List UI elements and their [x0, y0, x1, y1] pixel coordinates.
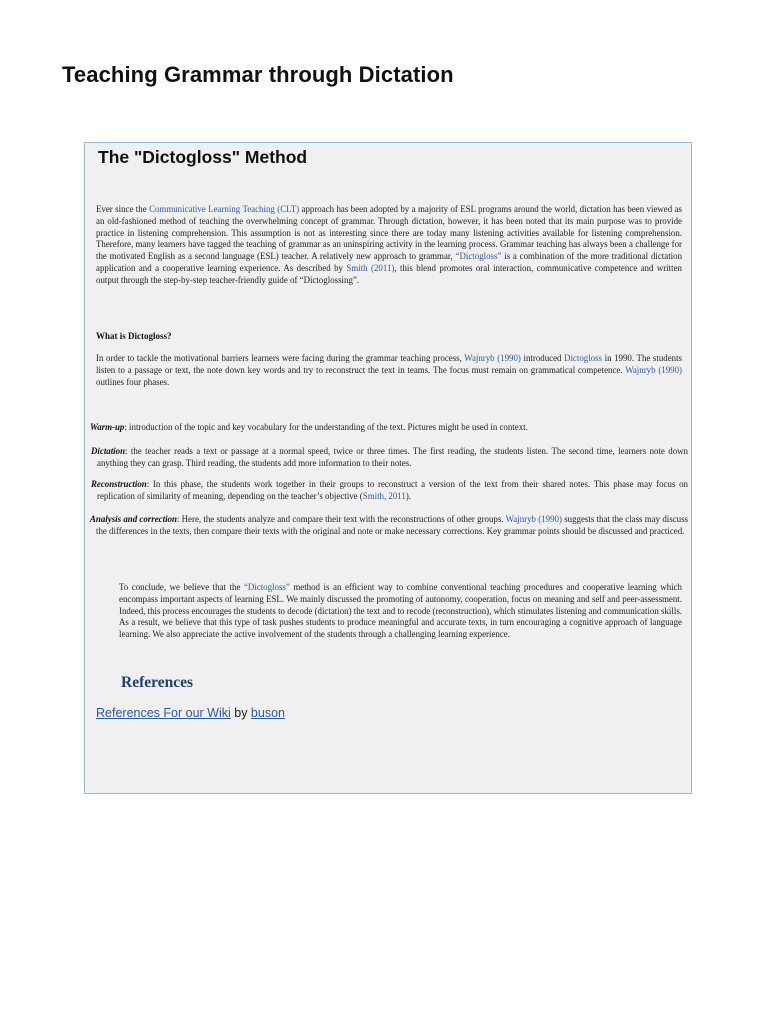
phase-dictation: Dictation: the teacher reads a text or passage at a normal speed, twice or three times. The first reading, the students listen. The second time, learners note down anything they can grasp. Third reading, the students add more information to their notes. [91, 446, 688, 468]
phase-reconstruction: Reconstruction: In this phase, the students work together in their groups to reconstruct a version of the text from their shared notes. This phase may focus on replication of similarity of meaning, depending on the teacher’s objective (Smith, 2011). [91, 479, 688, 501]
intro-paragraph: Ever since the Communicative Learning Teaching (CLT) approach has been adopted by a majority of ESL programs around the world, dictation has been viewed as an old-fashioned method of teaching the overwhelming concept of grammar. Through dictation, however, it has been noted that its main purpose was to provide practice in listening comprehension. This assumption is not as interesting since there are today many listening activities available for listening comprehension. Therefore, many learners have tagged the teaching of grammar as an uninspiring activity in the learning process. Grammar teaching has always been a challenge for the motivated English as a second language (ESL) teacher. A relatively new approach to grammar, “Dictogloss” is a combination of the more traditional dictation application and a cooperative learning experience. As described by Smith (2011), this blend promotes oral interaction, communicative competence and written output through the step-by-step teacher-friendly guide of “Dictoglossing”. [96, 204, 683, 285]
what-paragraph: In order to tackle the motivational barriers learners were facing during the grammar teaching process, Wajnryb (1990) introduced Dictogloss in 1990. The students listen to a passage or text, the note down key words and try to reconstruct the text in teams. The focus must remain on grammatical competence. Wajnryb (1990) outlines four phases. [96, 353, 683, 387]
what-is-dictogloss-heading: What is Dictogloss? [96, 331, 172, 341]
dictogloss-link[interactable]: “Dictogloss” [455, 251, 502, 262]
smith-link[interactable]: Smith (2011) [346, 262, 395, 273]
section-title: The "Dictogloss" Method [98, 147, 308, 167]
wajnryb-link[interactable]: Wajnryb (1990) [464, 353, 521, 363]
author-link[interactable]: buson [250, 706, 285, 720]
conclusion-paragraph: To conclude, we believe that the “Dictogloss” method is an efficient way to combine conventional teaching procedures and cooperative learning which encompass important aspects of learning ESL. We mainly discussed the promoting of autonomy, cooperation, focus on meaning and self and peer-assessment. Indeed, this process encourages the students to decode (dictation) the text and to recode (reconstruction), which stimulates listening and communication skills. As a result, we believe that this type of task pushes students to produce meaningful and accurate texts, in turn encouraging a cognitive approach of language learning. We also appreciate the active involvement of the students through a challenging learning experience. [119, 582, 682, 640]
smith-2011-link[interactable]: Smith, 2011 [362, 490, 406, 501]
phase-analysis: Analysis and correction: Here, the students analyze and compare their text with the reconstructions of other groups. Wajnryb (1990) suggests that the class may discuss the differences in the texts, then compare their texts with the original and note or make necessary corrections. Key grammar points should be discussed and practiced. [90, 514, 688, 536]
phase-warmup: Warm-up: introduction of the topic and key vocabulary for the understanding of the text. Pictures might be used in context. [90, 422, 528, 432]
dictogloss-link-3[interactable]: “Dictogloss” [243, 582, 290, 592]
wajnryb-link-3[interactable]: Wajnryb (1990) [505, 514, 562, 524]
content-box [84, 142, 692, 794]
references-heading: References [121, 674, 194, 691]
dictogloss-link-2[interactable]: Dictogloss [564, 353, 603, 363]
references-wiki-link[interactable]: References For our Wiki [96, 706, 231, 720]
clt-link[interactable]: Communicative Learning Teaching (CLT) [149, 204, 300, 214]
wajnryb-link-2[interactable]: Wajnryb (1990) [625, 364, 683, 375]
page-title: Teaching Grammar through Dictation [62, 62, 454, 87]
references-line: References For our Wiki by buson [96, 706, 285, 720]
